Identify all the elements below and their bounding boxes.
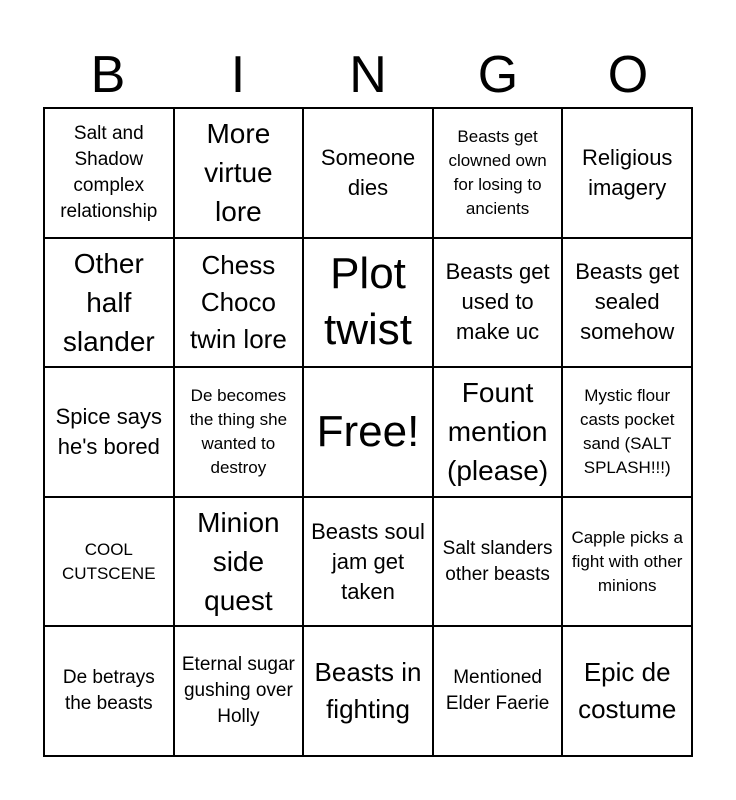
header-letter-i: I [230,46,246,104]
bingo-cell-r1c5 [562,108,692,238]
bingo-cell-r3c1 [44,367,174,497]
cell-text: Salt slanders other beasts [442,537,553,585]
header-letter-n: N [349,46,387,104]
cell-text: Chess Choco twin lore [189,249,287,354]
bingo-cell-r1c4 [433,108,563,238]
cell-text: Minion side quest [197,507,280,617]
cell-text: Beasts soul jam get taken [311,518,425,604]
bingo-cell-r2c1 [44,238,174,368]
header-letter-o: O [607,46,649,104]
bingo-cell-r5c3 [303,626,433,756]
cell-text: Fount mention (please) [447,377,549,487]
bingo-cell-r4c3 [303,497,433,627]
cell-text: Beasts in fighting [314,657,422,725]
bingo-cell-r5c5 [562,626,692,756]
bingo-cell-r3c4 [433,367,563,497]
bingo-cell-r2c5 [562,238,692,368]
cell-text: Mystic flour casts pocket sand (SALT SPLASH!!!) [579,385,675,477]
header-letter-g: G [477,46,519,104]
cell-text: Spice says he's bored [55,403,162,459]
cell-text: De betrays the beasts [62,667,155,715]
cell-text: De becomes the thing she wanted to destroy [189,385,288,477]
bingo-cell-r3c2 [174,367,304,497]
cell-text: Eternal sugar gushing over Holly [181,654,295,728]
bingo-cell-r4c2 [174,497,304,627]
cell-text: Beasts get used to make uc [445,259,550,345]
cell-text: Beasts get sealed somehow [575,259,680,345]
cell-text: Religious imagery [581,144,673,200]
bingo-board [43,107,693,757]
bingo-cell-r3c5 [562,367,692,497]
cell-text: COOL CUTSCENE [62,539,156,583]
cell-text: Mentioned Elder Faerie [445,667,550,715]
bingo-cell-r4c4 [433,497,563,627]
cell-text: Plot twist [323,249,412,355]
bingo-cell-r4c1 [44,497,174,627]
bingo-cell-r1c1 [44,108,174,238]
cell-text: Salt and Shadow complex relationship [60,122,158,222]
cell-text: Beasts get clowned own for losing to ancients [448,126,547,218]
header-letter-b: B [90,46,126,104]
bingo-cell-r3c3 [303,367,433,497]
cell-text: Other half slander [62,247,155,357]
bingo-cell-r2c3 [303,238,433,368]
bingo-cell-r5c4 [433,626,563,756]
bingo-cell-r1c3 [303,108,433,238]
cell-text: Epic de costume [578,657,677,725]
bingo-cell-r4c5 [562,497,692,627]
bingo-cell-r2c2 [174,238,304,368]
bingo-header [43,44,693,106]
bingo-cell-r1c2 [174,108,304,238]
bingo-cell-r5c1 [44,626,174,756]
bingo-cell-r5c2 [174,626,304,756]
bingo-cell-r2c4 [433,238,563,368]
cell-text: Someone dies [320,144,416,200]
cell-text: Capple picks a fight with other minions [571,527,683,595]
free-space: Free! [316,406,420,456]
cell-text: More virtue lore [204,118,273,228]
